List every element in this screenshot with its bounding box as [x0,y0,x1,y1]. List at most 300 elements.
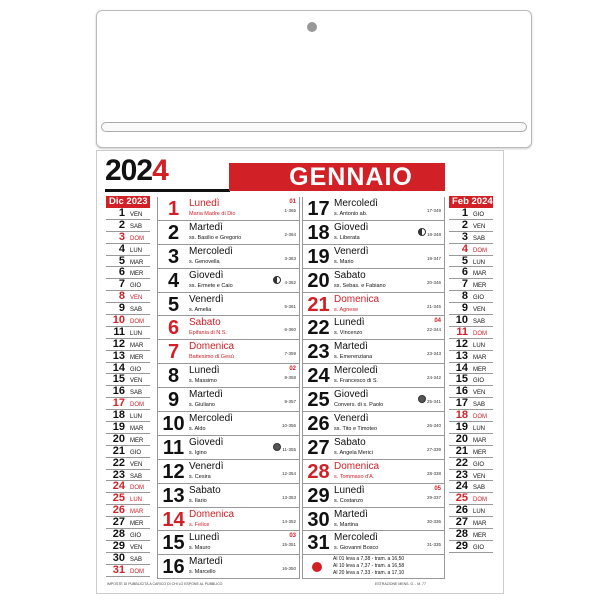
day-row [303,293,444,317]
day-row [303,531,444,555]
sun-info-row [303,555,444,579]
next-month-weekday: MER [473,283,487,290]
next-month-weekday: VEN [473,390,486,397]
day-row [303,269,444,293]
next-month-weekday: MER [473,449,487,456]
day-row [158,436,299,460]
prev-month-weekday: DOM [130,319,144,326]
day-number: 30 [307,508,330,531]
next-month-weekday: MAR [473,521,487,528]
saint-name: s. Mario [334,258,354,265]
day-number: 13 [162,484,185,507]
next-month-row [449,208,493,220]
days-column-1 [157,197,300,579]
weekday-name: Martedì [334,341,368,353]
sun-times-line: Al 01 leva a 7,38 - tram. a 16,50 [333,556,405,563]
next-month-day-number: 24 [455,480,468,493]
prev-month-weekday: LUN [130,414,143,421]
weekday-name: Mercoledì [334,532,378,544]
prev-month-row [106,232,150,244]
prev-month-day-number: 11 [113,325,125,338]
prev-month-weekday: VEN [130,461,143,468]
next-month-day-number: 2 [461,218,468,231]
prev-month-weekday: GIO [130,533,142,540]
next-month-row [449,267,493,279]
saint-name: ss. Tito e Timoteo [334,426,378,433]
prev-month-weekday: GIO [130,283,142,290]
day-of-year-counter: 21-345 [426,303,441,309]
day-number: 5 [167,293,180,316]
prev-month-day-number: 23 [112,468,125,481]
day-of-year-counter: 27-339 [426,446,441,452]
day-number: 3 [167,245,180,268]
day-of-year-counter: 23-343 [426,351,441,357]
day-number: 11 [162,436,185,459]
weekday-name: Domenica [334,460,380,472]
next-month-day-number: 26 [455,504,468,517]
moon-phase-icon [418,395,426,403]
day-of-year-counter: 17-349 [426,208,441,213]
header-rule [105,189,230,192]
weekday-name: Giovedì [334,221,369,233]
weekday-name: Sabato [189,317,221,329]
week-number: 05 [434,485,441,492]
day-row [158,531,299,555]
day-row [158,316,299,340]
prev-month-row [106,267,150,279]
prev-month-weekday: LUN [130,330,143,337]
prev-month-weekday: MER [130,271,144,278]
prev-month-row [106,339,150,351]
weekday-name: Martedì [189,221,223,233]
saint-name: s. Giuliano [189,402,215,409]
weekday-name: Lunedì [189,198,220,209]
prev-month-weekday: DOM [130,235,144,242]
next-month-day-number: 21 [455,444,468,457]
next-month-day-number: 16 [455,385,468,398]
weekday-name: Martedì [189,556,223,568]
next-month-title: Feb 2024 [449,196,493,208]
next-month-weekday: MER [473,366,487,373]
next-month-weekday: LUN [473,426,486,433]
next-month-weekday: GIO [473,461,485,468]
next-month-day-number: 4 [461,242,468,255]
next-month-row [449,541,493,553]
moon-phase-icon [418,228,426,236]
saint-name: s. Massimo [189,378,217,385]
prev-month-day-number: 4 [118,242,125,255]
year-digits-black: 202 [105,154,153,187]
saint-name: Battesimo di Gesù [189,354,234,361]
previous-month-title: Dic 2023 [106,196,150,208]
hanging-hole [307,22,317,32]
day-of-year-counter: 12-354 [281,470,296,476]
saint-name: s. Ilario [189,497,207,504]
day-of-year-counter: 5-361 [284,303,296,309]
day-number: 17 [307,198,330,220]
next-month-day-number: 15 [455,373,468,386]
prev-month-weekday: MER [130,437,144,444]
day-number: 12 [162,460,185,483]
prev-month-weekday: DOM [130,402,144,409]
saint-name: s. Giovanni Bosco [334,545,379,552]
next-month-day-number: 1 [461,207,468,219]
prev-month-day-number: 17 [112,397,125,410]
day-of-year-counter: 20-346 [426,279,441,285]
next-month-row [449,220,493,232]
prev-month-day-number: 2 [118,218,125,231]
next-month-weekday: SAB [473,235,486,242]
day-of-year-counter: 9-357 [284,399,296,405]
saint-name: s. Cesira [189,473,211,480]
day-row [303,364,444,388]
day-row [158,221,299,245]
day-of-year-counter: 19-347 [426,255,441,261]
saint-name: s. Aldo [189,426,206,433]
day-number: 2 [167,221,180,244]
weekday-name: Sabato [189,484,221,496]
saint-name: ss. Sebas. e Fabiano [334,282,386,289]
week-number: 03 [289,533,296,540]
prev-month-weekday: VEN [130,212,143,218]
day-of-year-counter: 1-365 [284,208,296,213]
prev-month-weekday: DOM [130,568,144,575]
week-number: 04 [434,318,441,325]
next-month-day-number: 25 [455,492,468,505]
day-number: 9 [167,389,180,412]
year-title [105,154,168,187]
weekday-name: Mercoledì [189,245,233,257]
prev-month-day-number: 31 [112,563,125,576]
day-row [158,293,299,317]
day-number: 10 [162,413,185,436]
prev-month-weekday: DOM [130,485,144,492]
day-of-year-counter: 28-338 [426,470,441,476]
next-month-weekday: GIO [473,295,485,302]
day-number: 7 [167,341,180,364]
prev-month-weekday: SAB [130,390,143,397]
next-month-weekday: GIO [473,212,485,218]
day-number: 26 [307,413,330,436]
next-month-weekday: MAR [473,437,487,444]
day-row [158,197,299,221]
prev-month-row [106,327,150,339]
day-number: 14 [162,508,185,531]
prev-month-row [106,446,150,458]
month-title: GENNAIO [289,163,413,191]
weekday-name: Domenica [334,293,380,305]
prev-month-weekday: SAB [130,556,143,563]
prev-month-day-number: 7 [118,278,125,291]
weekday-name: Venerdì [189,460,224,472]
weekday-name: Mercoledì [334,198,378,209]
day-of-year-counter: 3-363 [284,255,296,261]
day-row [303,484,444,508]
next-month-weekday: SAB [473,402,486,409]
sun-times-line: Al 20 leva a 7,33 - tram. a 17,10 [333,570,405,577]
previous-month-mini-calendar [106,196,150,577]
next-month-day-number: 23 [455,468,468,481]
moon-phase-icon [273,276,281,284]
prev-month-weekday: LUN [130,497,143,504]
day-row [158,245,299,269]
day-of-year-counter: 24-342 [426,375,441,381]
next-month-day-number: 17 [455,397,468,410]
prev-month-day-number: 19 [112,421,125,434]
prev-month-weekday: SAB [130,307,143,314]
prev-month-row [106,553,150,565]
weekday-name: Venerdì [334,413,369,425]
weekday-name: Domenica [189,341,235,353]
next-month-row [449,256,493,268]
prev-month-row [106,565,150,577]
day-of-year-counter: 6-360 [284,327,296,333]
next-month-day-number: 19 [455,421,468,434]
prev-month-day-number: 21 [112,444,125,457]
prev-month-weekday: VEN [130,544,143,551]
day-row [303,221,444,245]
prev-month-weekday: SAB [130,223,143,230]
saint-name: s. Agnese [334,306,359,313]
next-month-day-number: 6 [461,266,468,279]
next-month-day-number: 22 [455,456,468,469]
prev-month-row [106,244,150,256]
prev-month-row [106,256,150,268]
day-of-year-counter: 31-335 [426,542,441,548]
next-month-weekday: DOM [473,330,487,337]
prev-month-weekday: MAR [130,509,144,516]
day-of-year-counter: 22-344 [426,327,441,333]
prev-month-row [106,208,150,220]
moon-phase-icon [273,443,281,451]
saint-name: s. Vincenzo [334,330,363,337]
next-month-row [449,291,493,303]
next-month-row [449,327,493,339]
next-month-weekday: SAB [473,485,486,492]
next-month-day-number: 14 [455,361,468,374]
prev-month-weekday: MAR [130,259,144,266]
day-number: 31 [307,532,330,555]
saint-name: Maria Madre di Dio [189,211,236,217]
next-month-day-number: 29 [455,539,468,552]
day-row [158,364,299,388]
next-month-row [449,446,493,458]
next-month-weekday: LUN [473,342,486,349]
day-number: 23 [307,341,330,364]
weekday-name: Martedì [334,508,368,520]
sun-disc [312,562,322,572]
next-month-day-number: 3 [461,230,468,243]
week-number: 02 [289,366,296,373]
weekday-name: Mercoledì [334,365,378,377]
day-number: 20 [307,269,330,292]
next-month-day-number: 13 [455,349,468,362]
weekday-name: Lunedì [334,317,365,329]
saint-name: s. Amelia [189,306,212,313]
day-number: 24 [307,365,330,388]
sun-times-line: Al 10 leva a 7,37 - tram. a 16,58 [333,563,405,570]
saint-name: Convers. di s. Paolo [334,402,384,409]
next-month-day-number: 11 [456,325,468,338]
day-of-year-counter: 11-355 [282,446,296,452]
prev-month-day-number: 6 [118,266,125,279]
day-of-year-counter: 18-348 [426,231,441,237]
prev-month-day-number: 22 [112,456,125,469]
day-row [303,412,444,436]
weekday-name: Venerdì [334,245,369,257]
prev-month-weekday: VEN [130,378,143,385]
day-number: 19 [307,245,330,268]
day-of-year-counter: 4-362 [284,279,296,285]
prev-month-row [106,279,150,291]
prev-month-day-number: 20 [112,432,125,445]
prev-month-weekday: MER [130,521,144,528]
day-row [303,197,444,221]
footer-note-left: IMPOSTE DI PUBBLICITÀ A CARICO DI CHI LO ESPONE AL PUBBLICO [107,582,223,586]
weekday-name: Martedì [189,389,223,401]
prev-month-day-number: 9 [118,302,125,315]
next-month-weekday: VEN [473,473,486,480]
prev-month-day-number: 3 [118,230,125,243]
next-month-weekday: GIO [473,378,485,385]
saint-name: s. Francesco di S. [334,378,379,385]
prev-month-weekday: VEN [130,295,143,302]
next-month-weekday: MAR [473,354,487,361]
prev-month-weekday: SAB [130,473,143,480]
sun-icon [305,555,330,579]
day-row [158,484,299,508]
day-number: 25 [307,389,330,412]
day-of-year-counter: 13-353 [281,494,296,500]
saint-name: s. Emerenziana [334,354,373,361]
weekday-name: Giovedì [334,389,369,401]
weekday-name: Giovedì [189,269,224,281]
saint-name: s. Genovella [189,258,220,265]
day-row [158,508,299,532]
day-number: 29 [307,484,330,507]
day-row [303,436,444,460]
day-row [158,412,299,436]
day-row [303,340,444,364]
saint-name: s. Marcello [189,569,216,576]
prev-month-day-number: 1 [118,207,125,219]
next-month-row [449,279,493,291]
saint-name: s. Costanzo [334,497,364,504]
saint-name: Epifania di N.S. [189,330,227,337]
day-number: 4 [167,269,180,292]
prev-month-day-number: 29 [112,539,125,552]
day-of-year-counter: 7-359 [284,351,296,357]
day-of-year-counter: 25-341 [426,399,441,405]
weekday-name: Lunedì [334,484,365,496]
next-month-weekday: LUN [473,509,486,516]
weekday-name: Giovedì [189,436,224,448]
saint-name: ss. Basilio e Gregorio [189,234,242,241]
weekday-name: Domenica [189,508,235,520]
prev-month-weekday: LUN [130,247,143,254]
prev-month-day-number: 30 [112,551,125,564]
weekday-name: Lunedì [189,365,220,377]
prev-month-row [106,220,150,232]
prev-month-day-number: 26 [112,504,125,517]
year-digit-red: 4 [152,154,168,187]
next-month-weekday: GIO [473,544,485,551]
next-month-mini-calendar [449,196,493,553]
footer-note-right: ESTRAZIONE MENS. G. - M. 77 [375,582,426,586]
day-of-year-counter: 30-336 [426,518,441,524]
prev-month-day-number: 24 [112,480,125,493]
weekday-name: Lunedì [189,532,220,544]
next-month-day-number: 10 [455,314,468,327]
prev-month-day-number: 5 [118,254,125,267]
day-of-year-counter: 16-350 [281,566,296,572]
next-month-day-number: 12 [455,337,468,350]
day-row [158,555,299,579]
day-number: 6 [167,317,180,340]
day-number: 16 [162,556,185,579]
saint-name: s. Martina [334,521,359,528]
prev-month-day-number: 8 [118,290,125,303]
next-month-row [449,232,493,244]
days-column-2 [302,197,445,579]
saint-name: s. Antonio ab. [334,211,368,217]
next-month-weekday: MAR [473,271,487,278]
next-month-row [449,458,493,470]
day-row [158,460,299,484]
prev-month-row [106,458,150,470]
weekday-name: Sabato [334,436,366,448]
calendar-sheet [96,150,504,594]
weekday-name: Mercoledì [189,413,233,425]
next-month-day-number: 20 [455,432,468,445]
calendar-hanger-card [96,10,532,148]
next-month-weekday: DOM [473,497,487,504]
day-number: 22 [307,317,330,340]
weekday-name: Sabato [334,269,366,281]
day-of-year-counter: 29-337 [426,494,441,500]
day-row [303,316,444,340]
prev-month-day-number: 10 [112,314,125,327]
day-of-year-counter: 10-356 [281,423,296,429]
next-month-row [449,339,493,351]
next-month-weekday: SAB [473,319,486,326]
hanger-slot [101,122,527,132]
prev-month-weekday: MAR [130,426,144,433]
prev-month-day-number: 13 [112,349,125,362]
day-number: 21 [307,293,330,316]
saint-name: s. Mauro [189,545,211,552]
day-number: 27 [307,436,330,459]
prev-month-weekday: MER [130,354,144,361]
saint-name: ss. Ermete e Caio [189,282,233,289]
prev-month-row [106,291,150,303]
next-month-weekday: VEN [473,307,486,314]
next-month-weekday: MER [473,533,487,540]
prev-month-weekday: GIO [130,366,142,373]
next-month-day-number: 9 [461,302,468,315]
day-row [303,245,444,269]
next-month-row [449,244,493,256]
next-month-day-number: 18 [455,409,468,422]
next-month-weekday: DOM [473,414,487,421]
saint-name: s. Liberata [334,234,360,241]
day-row [158,269,299,293]
day-of-year-counter: 8-358 [284,375,296,381]
day-of-year-counter: 2-364 [284,231,296,237]
day-number: 28 [307,460,330,483]
prev-month-day-number: 14 [112,361,125,374]
prev-month-day-number: 27 [112,516,125,529]
